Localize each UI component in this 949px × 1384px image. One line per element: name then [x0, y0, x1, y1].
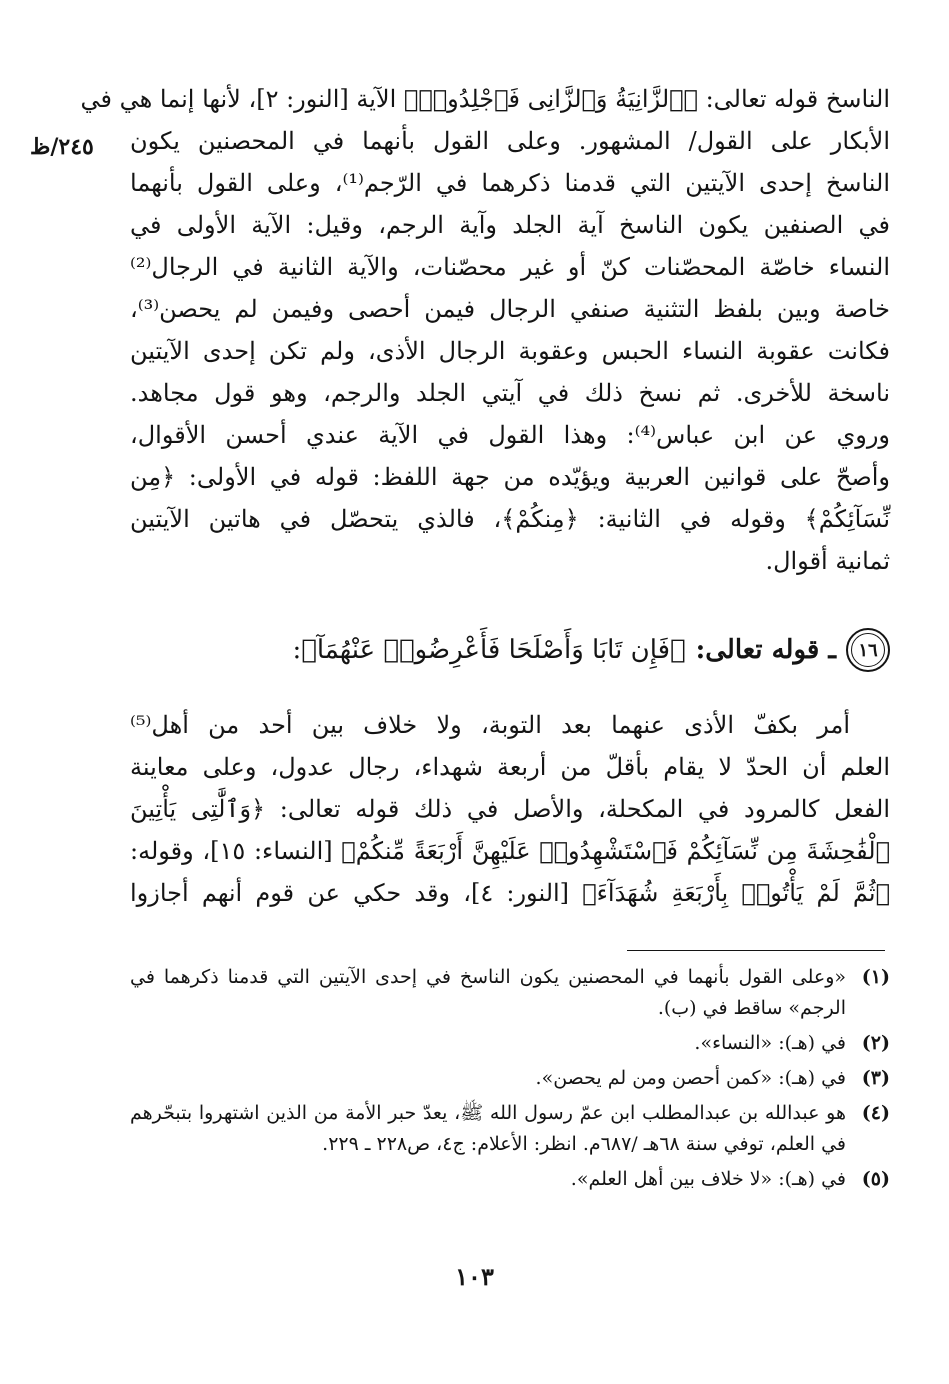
- heading-label: ـ قوله تعالى:: [695, 635, 836, 665]
- main-paragraph: [80, 78, 891, 582]
- text-line: نِّسَآئِكُمْ﴾ وقوله في الثانية: ﴿مِنكُمْ﴾، فالذي يتحصّل في هاتين الآيتين: [130, 505, 890, 533]
- page-number: ١٠٣: [455, 1262, 494, 1291]
- text-line: ٱلْفَٰحِشَةَ مِن نِّسَآئِكُمْ فَٱسْتَشْهِدُوا۟ عَلَيْهِنَّ أَرْبَعَةً مِّنكُمْ﴾ [النساء: ١٥]، وقوله:: [130, 837, 890, 865]
- footnote-number: (٤): [861, 1102, 890, 1124]
- footnotes: [130, 962, 890, 1199]
- footnote: [130, 1098, 890, 1160]
- text-line: الفعل كالمرود في المكحلة، والأصل في ذلك قوله تعالى: ﴿وَٱلَّٰتِى يَأْتِينَ: [130, 795, 890, 823]
- text-line: وأصحّ على قوانين العربية ويؤيّده من جهة اللفظ: قوله في الأولى: ﴿مِن: [130, 463, 890, 491]
- text-line: الناسخ قوله تعالى: ﴿ٱلزَّانِيَةُ وَٱلزَّانِى فَٱجْلِدُوا۟﴾ الآية [النور: ٢]، لأنها إنما هي في: [80, 85, 890, 113]
- verse-number-badge: ١٦: [846, 628, 890, 672]
- heading-quran-quote: ﴿فَإِن تَابَا وَأَصْلَحَا فَأَعْرِضُوا۟ عَنْهُمَآ﴾:: [292, 635, 686, 665]
- verse-heading: [130, 628, 890, 672]
- text-line: خاصة وبين بلفظ التثنية صنفي الرجال فيمن أحصى وفيمن لم يحصن⁽³⁾،: [130, 295, 890, 323]
- text-line: في الصنفين يكون الناسخ آية الجلد وآية الرجم، وقيل: الآية الأولى في: [130, 211, 890, 239]
- manuscript-folio-note: ٢٤٥/ظ: [30, 134, 94, 160]
- text-line: وروي عن ابن عباس⁽⁴⁾: وهذا القول في الآية عندي أحسن الأقوال،: [130, 421, 891, 449]
- footnote-text: في (هـ): «كمن أحصن ومن لم يحصن».: [535, 1067, 846, 1089]
- footnote: [130, 962, 890, 1024]
- text-line: ﴿ثُمَّ لَمْ يَأْتُوا۟ بِأَرْبَعَةِ شُهَدَآءَ﴾ [النور: ٤]، وقد حكي عن قوم أنهم أجازوا: [130, 879, 890, 907]
- footnote-text: «وعلى القول بأنهما في المحصنين يكون الناسخ في إحدى الآيتين التي قدمنا ذكرهما في الرجم» ساقط في (ب).: [130, 966, 846, 1019]
- text-line: العلم أن الحدّ لا يقام بأقلّ من أربعة شهداء، رجال عدول، وعلى معاينة: [130, 753, 890, 781]
- footnote-text: في (هـ): «لا خلاف بين أهل العلم».: [570, 1168, 846, 1190]
- footnote: [130, 1028, 890, 1059]
- footnote-number: (٢): [861, 1032, 890, 1054]
- footnote-number: (١): [861, 966, 890, 988]
- second-paragraph: [130, 704, 890, 914]
- text-line: فكانت عقوبة النساء الحبس وعقوبة الرجال الأذى، ولم تكن إحدى الآيتين: [130, 337, 891, 365]
- text-line: ناسخة للأخرى. ثم نسخ ذلك في آيتي الجلد والرجم، وهو قول مجاهد.: [130, 379, 890, 407]
- text-line: الأبكار على القول/ المشهور. وعلى القول بأنهما في المحصنين يكون: [130, 127, 890, 155]
- footnote: [130, 1063, 890, 1094]
- footnote-text: هو عبدالله بن عبدالمطلب ابن عمّ رسول الله ﷺ، يعدّ حبر الأمة من الذين اشتهروا بتبحّرهم في العلم، توفي سنة ٦٨هـ /٦٨٧م. انظر: الأعلام: ج٤، ص٢٢٨ ـ ٢٢٩.: [130, 1102, 846, 1155]
- footnote-number: (٣): [861, 1067, 890, 1089]
- footnote-number: (٥): [861, 1168, 890, 1190]
- text-line: ثمانية أقوال.: [765, 547, 890, 575]
- text-line: النساء خاصّة المحصّنات كنّ أو غير محصّنات، والآية الثانية في الرجال⁽²⁾: [130, 253, 890, 281]
- text-line: الناسخ إحدى الآيتين التي قدمنا ذكرهما في الرّجم⁽¹⁾، وعلى القول بأنهما: [130, 169, 890, 197]
- footnote-text: في (هـ): «النساء».: [694, 1032, 846, 1054]
- footnote-divider: [627, 950, 885, 951]
- footnote: [130, 1164, 890, 1195]
- text-line: أمر بكفّ الأذى عنهما بعد التوبة، ولا خلاف بين أحد من أهل⁽⁵⁾: [130, 711, 850, 739]
